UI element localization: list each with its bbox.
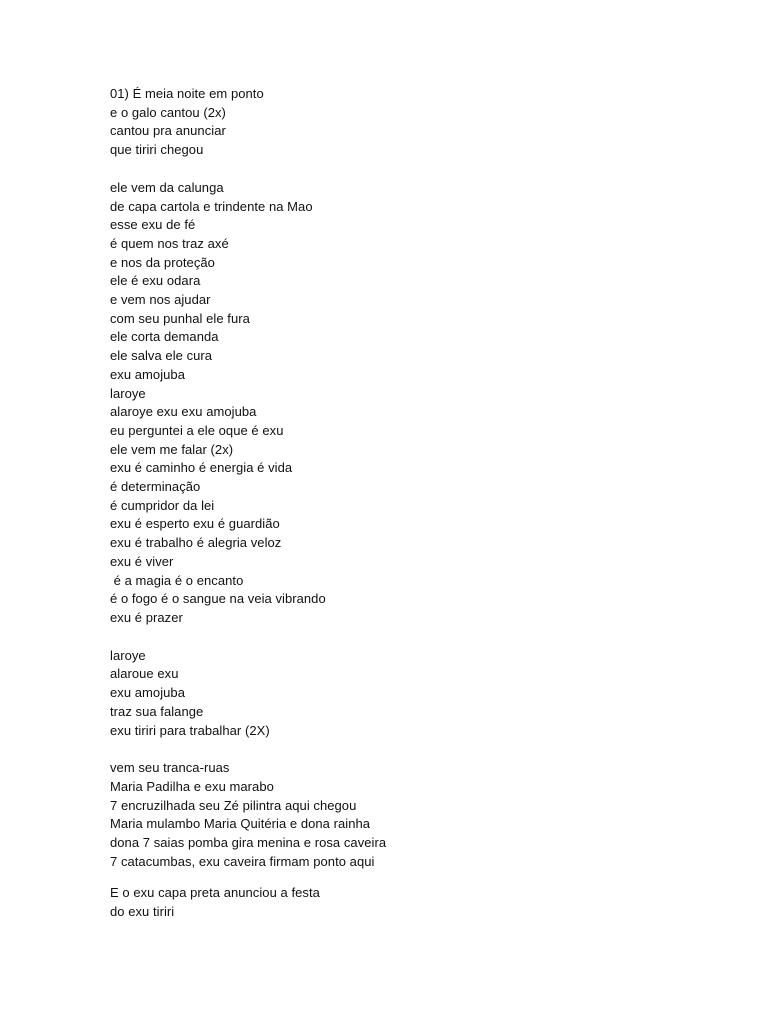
stanza-1 <box>110 85 710 160</box>
lyric-line: ele é exu odara <box>110 273 201 289</box>
lyric-line: é o fogo é o sangue na veia vibrando <box>110 591 326 607</box>
lyric-line: de capa cartola e trindente na Mao <box>110 198 313 214</box>
lyric-line: 7 encruzilhada seu Zé pilintra aqui chegou <box>110 797 357 813</box>
lyric-line: ele vem da calunga <box>110 179 224 195</box>
lyric-line: vem seu tranca-ruas <box>110 760 230 776</box>
lyric-line: é quem nos traz axé <box>110 235 229 251</box>
lyric-line: 01) É meia noite em ponto <box>110 86 264 101</box>
lyrics-body <box>110 85 710 941</box>
lyric-line: é a magia é o encanto <box>110 572 244 588</box>
lyric-line: Maria mulambo Maria Quitéria e dona rainha <box>110 816 371 832</box>
lyric-line: é determinação <box>110 479 201 495</box>
lyric-line: e o galo cantou (2x) <box>110 104 226 120</box>
lyric-line: exu é viver <box>110 553 174 569</box>
lyric-line: exu é esperto exu é guardião <box>110 516 280 532</box>
lyric-line: alaroue exu <box>110 666 179 682</box>
lyric-line: laroye <box>110 647 146 663</box>
lyric-line: exu é prazer <box>110 609 183 625</box>
lyric-line: é cumpridor da lei <box>110 497 215 513</box>
lyric-line: que tiriri chegou <box>110 142 204 158</box>
lyric-line: e vem nos ajudar <box>110 292 211 308</box>
lyric-line: traz sua falange <box>110 703 204 719</box>
stanza-4 <box>110 759 710 871</box>
stanza-3 <box>110 647 710 741</box>
lyric-line: com seu punhal ele fura <box>110 310 250 326</box>
lyric-line: exu é caminho é energia é vida <box>110 460 293 476</box>
lyric-line: laroye <box>110 385 146 401</box>
lyric-line: esse exu de fé <box>110 217 196 233</box>
lyric-line: exu amojuba <box>110 366 185 382</box>
lyric-line: Maria Padilha e exu marabo <box>110 778 274 794</box>
lyric-line: cantou pra anunciar <box>110 123 226 139</box>
lyric-line: e nos da proteção <box>110 254 215 270</box>
lyric-line: dona 7 saias pomba gira menina e rosa caveira <box>110 835 387 851</box>
stanza-2 <box>110 179 710 628</box>
lyric-line: exu amojuba <box>110 685 185 701</box>
lyric-line: exu tiriri para trabalhar (2X) <box>110 722 270 738</box>
lyric-line: alaroye exu exu amojuba <box>110 404 257 420</box>
lyric-line: 7 catacumbas, exu caveira firmam ponto aqui <box>110 853 375 869</box>
lyric-line: E o exu capa preta anunciou a festa <box>110 885 320 901</box>
stanza-5 <box>110 884 710 921</box>
lyric-line: ele corta demanda <box>110 329 219 345</box>
lyric-line: ele vem me falar (2x) <box>110 441 234 457</box>
lyric-line: do exu tiriri <box>110 904 175 920</box>
lyric-line: eu perguntei a ele oque é exu <box>110 422 284 438</box>
lyric-line: exu é trabalho é alegria veloz <box>110 535 282 551</box>
lyric-line: ele salva ele cura <box>110 348 213 364</box>
